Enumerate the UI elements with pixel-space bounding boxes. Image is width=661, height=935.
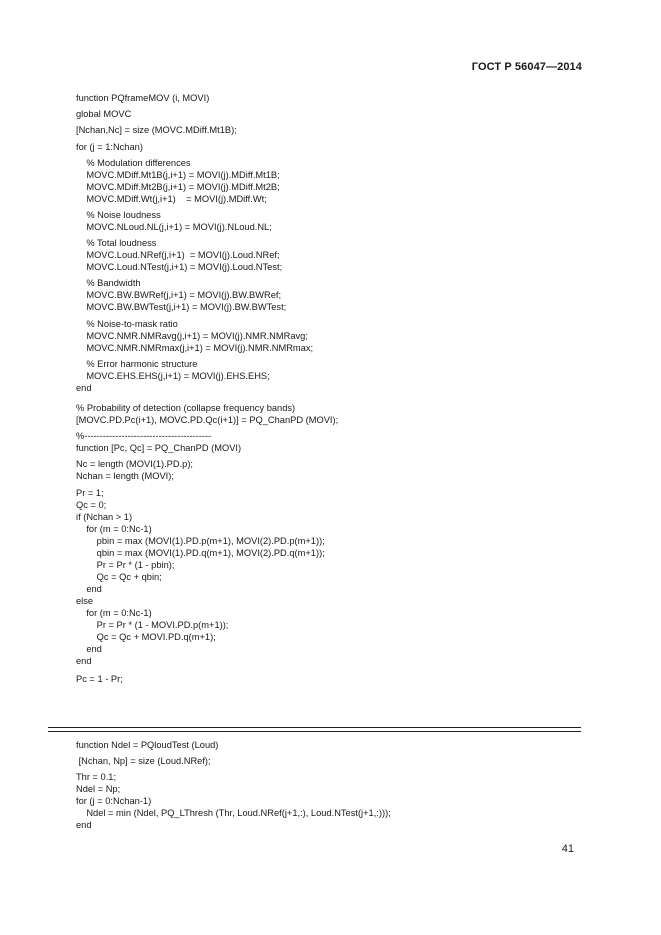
code-line: % Noise loudness — [76, 209, 161, 220]
code-block-pqloudtest — [76, 739, 391, 831]
code-line: % Bandwidth — [76, 278, 141, 289]
code-line: qbin = max (MOVI(1).PD.q(m+1), MOVI(2).PD.q(m+1)); — [76, 547, 325, 558]
code-line: MOVC.MDiff.Mt1B(j,i+1) = MOVI(j).MDiff.Mt1B; — [76, 169, 280, 180]
code-line: MOVC.EHS.EHS(j,i+1) = MOVI(j).EHS.EHS; — [76, 370, 270, 381]
code-line: Pr = Pr * (1 - MOVI.PD.p(m+1)); — [76, 619, 229, 630]
code-line: pbin = max (MOVI(1).PD.p(m+1), MOVI(2).PD.p(m+1)); — [76, 535, 325, 546]
code-line: for (m = 0:Nc-1) — [76, 523, 152, 534]
code-line: Nchan = length (MOVI); — [76, 471, 174, 482]
code-line: end — [76, 583, 102, 594]
standard-header: ГОСТ Р 56047—2014 — [471, 61, 582, 73]
code-line: MOVC.MDiff.Mt2B(j,i+1) = MOVI(j).MDiff.Mt2B; — [76, 181, 280, 192]
code-line: Thr = 0.1; — [76, 772, 117, 783]
code-line: % Total loudness — [76, 238, 157, 249]
section-divider-bottom — [48, 731, 581, 732]
code-line: MOVC.BW.BWRef(j,i+1) = MOVI(j).BW.BWRef; — [76, 290, 282, 301]
page-number: 41 — [561, 843, 574, 855]
code-line: % Error harmonic structure — [76, 358, 198, 369]
code-line: Qc = 0; — [76, 499, 107, 510]
code-line: MOVC.Loud.NTest(j,i+1) = MOVI(j).Loud.NTest; — [76, 262, 283, 273]
code-line: MOVC.Loud.NRef(j,i+1) = MOVI(j).Loud.NRef; — [76, 250, 280, 261]
code-line: end — [76, 820, 92, 831]
code-line: Pc = 1 - Pr; — [76, 673, 123, 684]
code-line: global MOVC — [76, 109, 132, 120]
code-line: Nc = length (MOVI(1).PD.p); — [76, 459, 194, 470]
code-line: Ndel = min (Ndel, PQ_LThresh (Thr, Loud.NRef(j+1,:), Loud.NTest(j+1,:))); — [76, 808, 391, 819]
code-line: MOVC.BW.BWTest(j,i+1) = MOVI(j).BW.BWTest; — [76, 302, 287, 313]
code-line: Ndel = Np; — [76, 784, 121, 795]
code-line: function PQframeMOV (i, MOVI) — [76, 93, 210, 103]
code-line: % Noise-to-mask ratio — [76, 318, 178, 329]
code-line: end — [76, 643, 102, 654]
code-line: MOVC.NMR.NMRmax(j,i+1) = MOVI(j).NMR.NMRmax; — [76, 342, 314, 353]
code-line: for (j = 0:Nchan-1) — [76, 796, 152, 807]
code-line: function [Pc, Qc] = PQ_ChanPD (MOVI) — [76, 443, 242, 454]
code-line: for (j = 1:Nchan) — [76, 141, 143, 152]
code-line: else — [76, 595, 94, 606]
code-block-pqframemov — [76, 92, 338, 685]
code-line: end — [76, 382, 92, 393]
code-line: Pr = 1; — [76, 487, 104, 498]
code-line: %----------------------------------------- — [76, 431, 212, 442]
section-divider-top — [48, 727, 581, 728]
code-line: Qc = Qc + qbin; — [76, 571, 162, 582]
code-line: [Nchan, Np] = size (Loud.NRef); — [76, 756, 211, 767]
code-line: MOVC.NLoud.NL(j,i+1) = MOVI(j).NLoud.NL; — [76, 221, 272, 232]
code-line: if (Nchan > 1) — [76, 511, 133, 522]
code-line: [MOVC.PD.Pc(i+1), MOVC.PD.Qc(i+1)] = PQ_ChanPD (MOVI); — [76, 415, 339, 426]
code-line: for (m = 0:Nc-1) — [76, 607, 152, 618]
code-line: [Nchan,Nc] = size (MOVC.MDiff.Mt1B); — [76, 125, 237, 136]
code-line: MOVC.NMR.NMRavg(j,i+1) = MOVI(j).NMR.NMRavg; — [76, 330, 308, 341]
code-line: Qc = Qc + MOVI.PD.q(m+1); — [76, 631, 216, 642]
code-line: % Modulation differences — [76, 157, 191, 168]
code-line: end — [76, 655, 92, 666]
code-line: function Ndel = PQloudTest (Loud) — [76, 740, 219, 750]
code-line: MOVC.MDiff.Wt(j,i+1) = MOVI(j).MDiff.Wt; — [76, 193, 267, 204]
code-line: % Probability of detection (collapse frequency bands) — [76, 403, 296, 414]
code-line: Pr = Pr * (1 - pbin); — [76, 559, 175, 570]
